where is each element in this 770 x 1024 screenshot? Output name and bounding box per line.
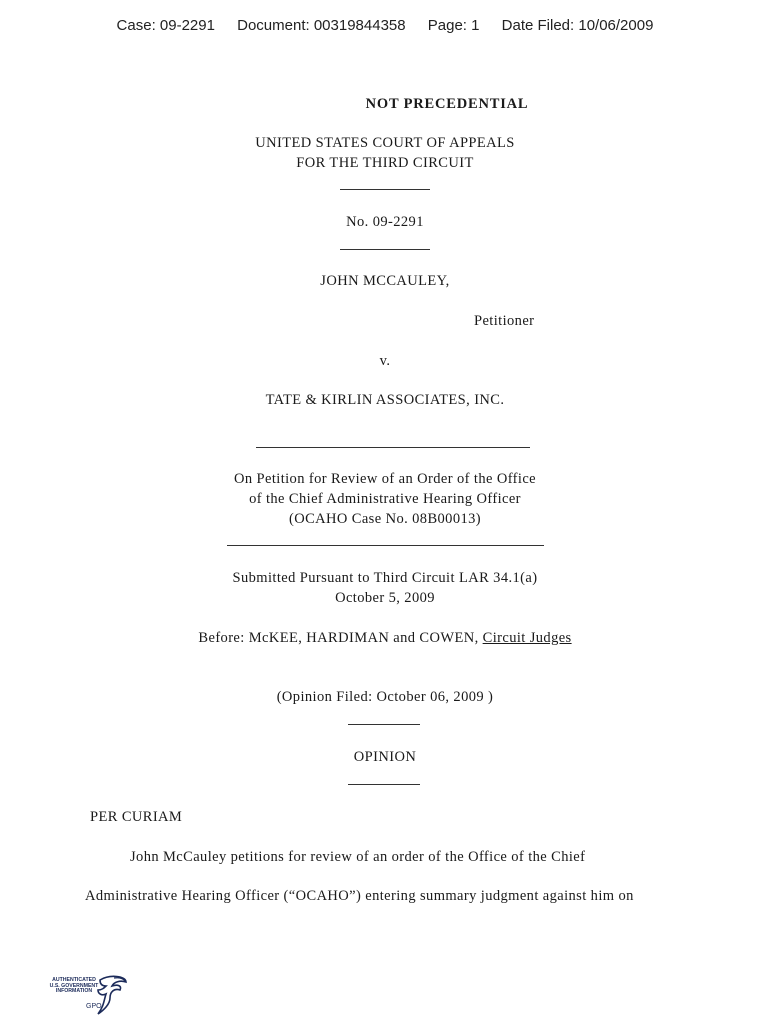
review-line-1: On Petition for Review of an Order of the Office	[234, 471, 536, 487]
gpo-authentication-seal	[44, 974, 130, 1016]
panel-judges: Before: McKEE, HARDIMAN and COWEN,	[198, 630, 483, 646]
panel-title: Circuit Judges	[482, 630, 572, 646]
opinion-heading: OPINION	[353, 749, 417, 765]
divider-rule-4	[227, 545, 544, 546]
precedential-status: NOT PRECEDENTIAL	[365, 96, 529, 112]
divider-rule-2	[340, 249, 430, 250]
divider-rule-1	[340, 189, 430, 190]
review-line-2: of the Chief Administrative Hearing Officer	[249, 491, 521, 507]
seal-text: AUTHENTICATED U.S. GOVERNMENT INFORMATION	[49, 977, 99, 995]
divider-rule-3	[256, 447, 530, 448]
document-number: Document: 00319844358	[237, 17, 406, 34]
filing-header	[0, 17, 770, 34]
page-number: Page: 1	[427, 17, 480, 34]
petitioner-role: Petitioner	[474, 313, 535, 329]
per-curiam: PER CURIAM	[90, 809, 183, 825]
respondent-name: TATE & KIRLIN ASSOCIATES, INC.	[265, 392, 505, 408]
versus: v.	[379, 353, 391, 369]
docket-number: No. 09-2291	[346, 214, 424, 230]
divider-rule-6	[348, 784, 420, 785]
court-name-line1: UNITED STATES COURT OF APPEALS	[255, 135, 515, 151]
case-number: Case: 09-2291	[116, 17, 215, 34]
panel-line	[0, 630, 770, 647]
court-name-line2: FOR THE THIRD CIRCUIT	[296, 155, 474, 171]
divider-rule-5	[348, 724, 420, 725]
submitted-line-1: Submitted Pursuant to Third Circuit LAR 34.1(a)	[232, 570, 538, 586]
opinion-filed-date: (Opinion Filed: October 06, 2009 )	[276, 689, 494, 705]
opinion-paragraph-line-2: Administrative Hearing Officer (“OCAHO”) entering summary judgment against him on	[85, 888, 634, 904]
opinion-paragraph-line-1: John McCauley petitions for review of an order of the Office of the Chief	[130, 849, 586, 865]
date-filed: Date Filed: 10/06/2009	[501, 17, 654, 34]
submitted-date: October 5, 2009	[335, 590, 435, 606]
ocaho-case-number: (OCAHO Case No. 08B00013)	[288, 511, 482, 527]
gpo-label: GPO	[86, 1003, 102, 1010]
petitioner-name: JOHN MCCAULEY,	[320, 273, 450, 289]
